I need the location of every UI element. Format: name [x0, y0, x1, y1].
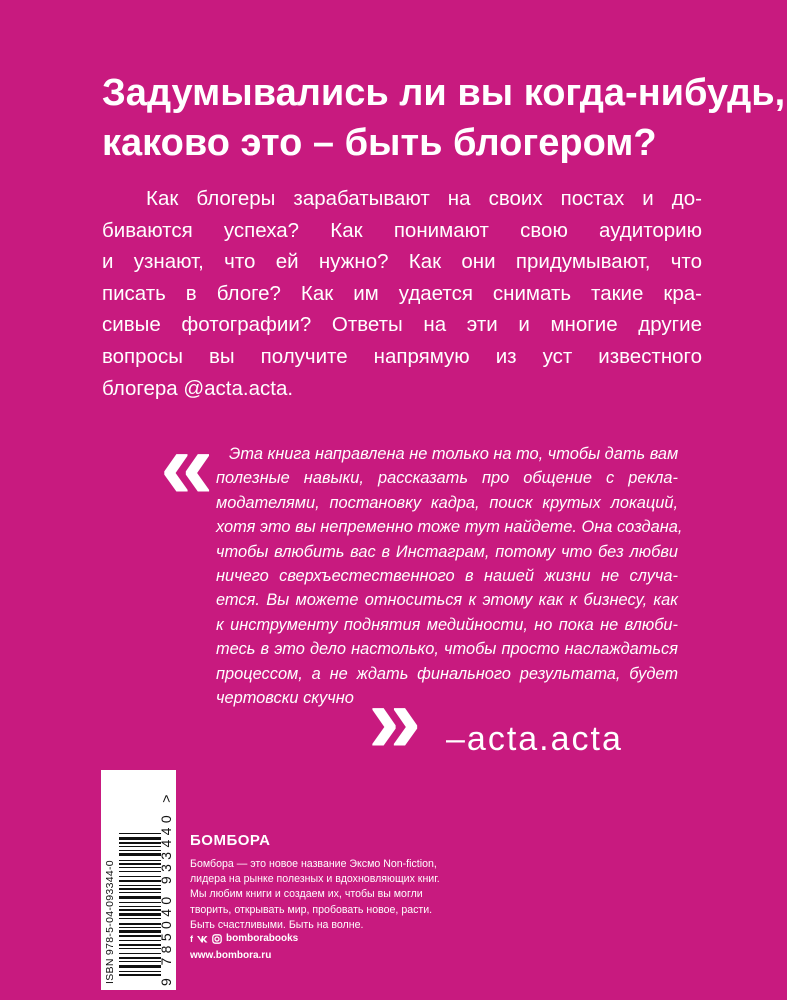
quote-line: полезные навыки, рассказать про общение с рекла- — [216, 469, 678, 488]
quote-line: ничего сверхъестественного в нашей жизни не случа- — [216, 567, 678, 586]
intro-line: вопросы вы получите напрямую из уст известного — [102, 344, 702, 368]
instagram-icon[interactable] — [212, 934, 222, 944]
headline-line: Задумывались ли вы когда-нибудь, — [102, 72, 786, 114]
facebook-icon[interactable]: f — [190, 933, 193, 944]
publisher-line: Быть счастливыми. Быть на волне. — [190, 918, 364, 931]
intro-line: сивые фотографии? Ответы на эти и многие другие — [102, 313, 702, 337]
publisher-line: Мы любим книги и создаем их, чтобы вы могли — [190, 888, 423, 901]
intro-line: блогера @acta.acta. — [102, 376, 294, 400]
publisher-logo: БОМБОРА — [190, 832, 271, 849]
publisher-line: творить, открывать мир, пробовать новое, расти. — [190, 903, 433, 916]
open-quote-mark: « — [160, 412, 210, 519]
social-links — [190, 933, 298, 944]
quote-line: ется. Вы можете относиться к этому как к бизнесу, как — [216, 591, 678, 610]
headline — [102, 68, 786, 168]
close-quote-mark: » — [368, 666, 418, 773]
quote-line: Эта книга направлена не только на то, чтобы дать вам — [229, 445, 679, 463]
intro-paragraph — [102, 183, 702, 404]
barcode — [101, 770, 176, 990]
intro-line: писать в блоге? Как им удается снимать такие кра- — [102, 281, 702, 305]
barcode-digits: 9 785040 933440 > — [158, 790, 174, 986]
barcode-bars — [119, 780, 161, 976]
quote-signature: –acta.acta — [446, 720, 623, 758]
quote-line: хотя это вы непременно тоже тут найдете. Она создана, — [216, 518, 683, 537]
quote-text — [216, 442, 683, 710]
intro-line: биваются успеха? Как понимают свою аудиторию — [102, 218, 702, 242]
intro-line: Как блогеры зарабатывают на своих постах и до- — [146, 187, 702, 210]
publisher-line: лидера на рынке полезных и вдохновляющих книг. — [190, 873, 440, 886]
quote-line: процессом, а не ждать финального результата, будет — [216, 664, 678, 683]
quote-line: к инструменту поднятия медийности, но пока не влюби- — [216, 615, 678, 634]
quote-line: чтобы влюбить вас в Инстаграм, потому что без любви — [216, 542, 678, 561]
publisher-description — [190, 857, 490, 933]
publisher-line: Бомбора — это новое название Эксмо Non-fiction, — [190, 858, 437, 870]
quote-line: модателями, постановку кадра, поиск крутых локаций, — [216, 493, 678, 512]
publisher-website[interactable]: www.bombora.ru — [190, 950, 272, 961]
isbn-number: ISBN 978-5-04-093344-0 — [104, 860, 116, 984]
publisher-block — [190, 832, 490, 933]
social-handle[interactable]: bomborabooks — [226, 933, 299, 944]
headline-line: каково это – быть блогером? — [102, 122, 657, 164]
quote-line: чертовски скучно — [216, 689, 354, 708]
quote-line: тесь в это дело настолько, чтобы просто наслаждаться — [216, 640, 678, 659]
intro-line: и узнают, что ей нужно? Как они придумывают, что — [102, 250, 702, 274]
vk-icon[interactable] — [197, 935, 208, 943]
